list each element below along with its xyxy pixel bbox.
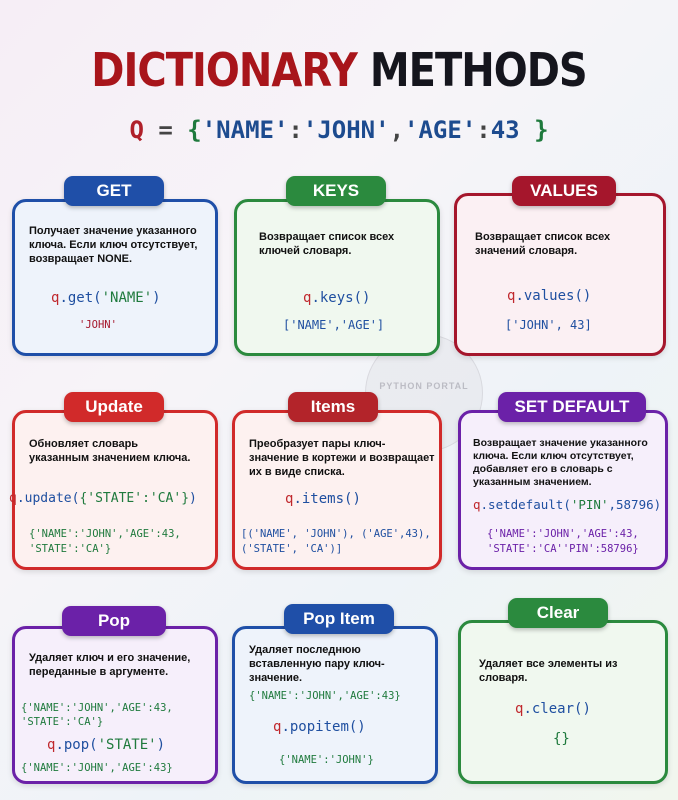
code-arg: 'NAME' [101, 290, 153, 306]
value-john: 'JOHN' [302, 116, 390, 144]
card-keys [234, 199, 440, 356]
card-description: Возвращает список всех значений словаря. [475, 231, 611, 257]
colon: : [476, 116, 491, 144]
card-get [12, 199, 218, 356]
card-description: Обновляет словарь указанным значением ключа. [29, 438, 191, 464]
code-var: q [285, 491, 294, 507]
watermark-text: PYTHON PORTAL [379, 381, 469, 391]
code-output: ['NAME','AGE'] [283, 318, 385, 332]
key-age: 'AGE' [404, 116, 477, 144]
code-method: .get( [59, 290, 102, 306]
example-dictionary [0, 116, 678, 144]
code-close: ) [152, 290, 161, 306]
code-arg: 'STATE' [97, 737, 157, 753]
output-line: {'NAME':'JOHN','AGE':43, [487, 528, 639, 540]
code-var: q [473, 497, 481, 512]
code-close: ) [156, 737, 166, 753]
colon: : [288, 116, 303, 144]
before-line: {'NAME':'JOHN','AGE':43, [21, 702, 173, 714]
code-example [303, 290, 370, 306]
label-update: Update [64, 392, 164, 422]
code-var: q [51, 290, 60, 306]
label-setdefault: SET DEFAULT [498, 392, 646, 422]
code-output: {} [553, 731, 570, 747]
value-43: 43 [490, 116, 520, 144]
code-example [51, 290, 161, 306]
code-output: 'JOHN' [79, 319, 117, 331]
key-name: 'NAME' [201, 116, 289, 144]
code-example [9, 491, 197, 506]
brace-open: { [187, 116, 202, 144]
code-var: q [303, 290, 312, 306]
code-var: q [515, 701, 524, 717]
code-example [515, 701, 591, 717]
comma: , [389, 116, 405, 144]
output-line: {'NAME':'JOHN','AGE':43, [29, 528, 181, 540]
code-method: .popitem() [281, 719, 366, 735]
card-update [9, 410, 218, 570]
output-line: [('NAME', 'JOHN'), ('AGE',43), [241, 528, 431, 540]
title-part1: DICTIONARY [91, 44, 357, 98]
card-description: Удаляет все элементы из словаря. [479, 658, 618, 684]
code-arg: 'PIN' [570, 497, 609, 512]
code-before [21, 701, 173, 729]
code-var: q [507, 288, 516, 304]
label-pop: Pop [62, 606, 166, 636]
card-clear [458, 620, 668, 784]
label-get: GET [64, 176, 164, 206]
code-method: .items() [293, 491, 361, 507]
before-line: 'STATE':'CA'} [21, 716, 104, 728]
code-var: q [9, 491, 17, 506]
label-keys: KEYS [286, 176, 386, 206]
code-output: {'NAME':'JOHN'} [279, 754, 374, 766]
label-clear: Clear [508, 598, 608, 628]
code-before: {'NAME':'JOHN','AGE':43} [249, 690, 401, 702]
card-values [454, 193, 666, 356]
code-method: .keys() [311, 290, 371, 306]
card-popitem [232, 626, 438, 784]
card-description: Получает значение указанного ключа. Если ключ отсутствует, возвращает NONE. [29, 225, 198, 265]
code-var: q [273, 719, 282, 735]
code-example [285, 491, 361, 507]
card-setdefault [458, 410, 668, 570]
card-description: Преобразует пары ключ-значение в кортежи и возвращает их в виде списка. [249, 438, 435, 478]
output-line: 'STATE':'CA''PIN':58796} [487, 543, 639, 555]
brace-close: } [534, 116, 549, 144]
code-output: ['JOHN', 43] [505, 318, 592, 332]
card-description: Возвращает список всех ключей словаря. [259, 231, 395, 257]
card-description: Удаляет ключ и его значение, переданные в аргументе. [29, 652, 191, 678]
label-items: Items [288, 392, 378, 422]
card-description: Возвращает значение указанного ключа. Если ключ отсутствует, добавляет его в словарь с указанным значением. [473, 437, 648, 488]
title-part2: METHODS [369, 44, 587, 98]
code-example [273, 719, 366, 735]
output-line: 'STATE':'CA'} [29, 543, 112, 555]
label-values: VALUES [512, 176, 616, 206]
label-popitem: Pop Item [284, 604, 394, 634]
output-line: ('STATE', 'CA')] [241, 543, 343, 555]
assign-op: = [158, 116, 173, 144]
code-rest: ,58796) [608, 497, 662, 512]
code-method: .values() [515, 288, 592, 304]
card-items [232, 410, 442, 570]
code-method: .pop( [55, 737, 98, 753]
code-output [241, 527, 431, 557]
code-method: .clear() [523, 701, 591, 717]
code-output [487, 527, 639, 557]
code-example [47, 737, 165, 753]
code-close: ) [189, 491, 197, 506]
code-output: {'NAME':'JOHN','AGE':43} [21, 762, 173, 774]
card-pop [12, 626, 218, 784]
card-description: Удаляет последнюю вставленную пару ключ-значение. [249, 644, 385, 684]
code-output [29, 527, 181, 557]
code-method: .update( [16, 491, 80, 506]
code-arg: {'STATE':'CA'} [79, 491, 190, 506]
var-name: Q [129, 116, 144, 144]
code-example [507, 288, 591, 304]
code-var: q [47, 737, 56, 753]
code-method: .setdefault( [480, 497, 571, 512]
code-example [473, 497, 661, 512]
page-title [0, 45, 678, 98]
